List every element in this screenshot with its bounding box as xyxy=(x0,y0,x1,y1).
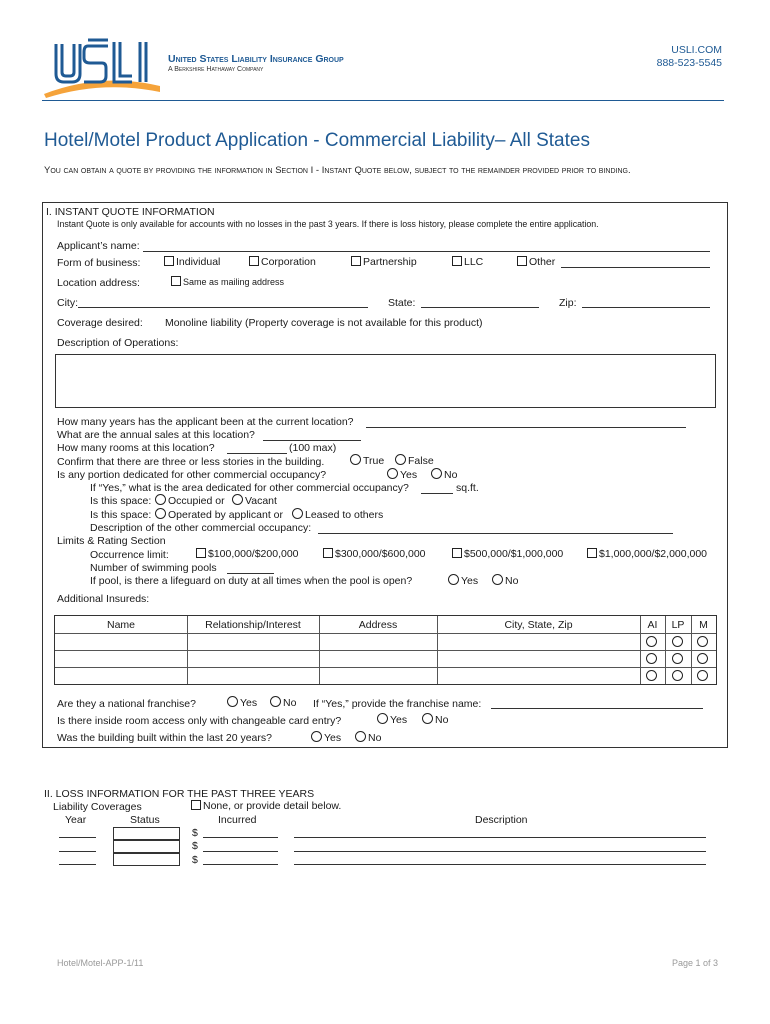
header-divider xyxy=(42,100,724,101)
description-textarea[interactable] xyxy=(55,354,716,408)
q-built: Was the building built within the last 20 years? xyxy=(57,732,272,744)
franchise-no-radio[interactable]: No xyxy=(270,696,296,709)
rooms-field[interactable] xyxy=(227,453,287,454)
col-header-name: Name xyxy=(106,619,135,631)
radio-icon xyxy=(270,696,281,707)
radio-icon xyxy=(311,731,322,742)
col-header-lp: LP xyxy=(671,619,685,631)
radio-icon xyxy=(350,454,361,465)
q-space-2: Is this space: xyxy=(90,509,152,521)
q-lifeguard: If pool, is there a lifeguard on duty at all times when the pool is open? xyxy=(90,575,413,587)
radio-icon xyxy=(422,713,433,724)
option-label: Other xyxy=(529,256,556,268)
form-id: Hotel/Motel-APP-1/11 xyxy=(57,958,144,968)
lifeguard-yes-radio[interactable]: Yes xyxy=(448,574,478,587)
description-label: Description of Operations: xyxy=(57,337,179,349)
radio-icon xyxy=(227,696,238,707)
business-llc[interactable] xyxy=(452,256,483,268)
zip-label: Zip: xyxy=(559,297,577,309)
option-label: LLC xyxy=(464,256,484,268)
section-1-heading: I. INSTANT QUOTE INFORMATION xyxy=(46,206,215,218)
operated-radio[interactable]: Operated by applicant or xyxy=(155,508,283,521)
franchise-yes-radio[interactable]: Yes xyxy=(227,696,257,709)
section-2-heading: II. LOSS INFORMATION FOR THE PAST THREE YEARS xyxy=(44,788,315,800)
liability-coverages-label: Liability Coverages xyxy=(53,801,142,813)
q-pools: Number of swimming pools xyxy=(90,562,217,574)
ai-radio-row2[interactable] xyxy=(646,653,657,664)
business-other[interactable] xyxy=(517,256,555,268)
location-label: Location address: xyxy=(57,277,140,289)
ai-radio-row1[interactable] xyxy=(646,636,657,647)
additional-insureds-table xyxy=(54,615,717,685)
applicant-name-field[interactable] xyxy=(143,251,710,252)
intro-text: You can obtain a quote by providing the information in Section I - Instant Quote below, subject to the remainder provided prior to binding. xyxy=(44,165,631,176)
q-franchise-name: If “Yes,” provide the franchise name: xyxy=(313,698,482,710)
state-label: State: xyxy=(388,297,416,309)
col-header-address: Address xyxy=(358,619,398,631)
radio-icon xyxy=(395,454,406,465)
checkbox-icon xyxy=(587,548,597,558)
loss-status-3[interactable] xyxy=(113,853,180,866)
coverage-label: Coverage desired: xyxy=(57,317,143,329)
vacant-radio[interactable]: Vacant xyxy=(232,494,277,507)
card-no-radio[interactable]: No xyxy=(422,713,448,726)
leased-radio[interactable]: Leased to others xyxy=(292,508,383,521)
built-yes-radio[interactable]: Yes xyxy=(311,731,341,744)
q-years: How many years has the applicant been at the current location? xyxy=(57,416,354,428)
dollar-sign: $ xyxy=(192,854,198,866)
instant-quote-note: Instant Quote is only available for accounts with no losses in the past 3 years. If there is loss history, please complete the entire application. xyxy=(57,219,599,229)
radio-icon xyxy=(155,508,166,519)
loss-year-1[interactable] xyxy=(59,837,96,838)
checkbox-icon xyxy=(196,548,206,558)
q-desc-other: Description of the other commercial occupancy: xyxy=(90,522,312,534)
checkbox-icon xyxy=(517,256,527,266)
card-yes-radio[interactable]: Yes xyxy=(377,713,407,726)
col-header-m: M xyxy=(699,619,708,631)
col-incurred: Incurred xyxy=(218,814,257,826)
years-field[interactable] xyxy=(366,427,686,428)
limit-500k[interactable]: $500,000/$1,000,000 xyxy=(452,548,563,560)
col-description: Description xyxy=(475,814,528,826)
checkbox-icon xyxy=(452,256,462,266)
lifeguard-no-radio[interactable]: No xyxy=(492,574,518,587)
dollar-sign: $ xyxy=(192,827,198,839)
stories-true-radio[interactable]: True xyxy=(350,454,384,467)
company-subtitle: A Berkshire Hathaway Company xyxy=(168,66,264,73)
q-rooms: How many rooms at this location? xyxy=(57,442,215,454)
radio-icon xyxy=(232,494,243,505)
portion-no-radio[interactable]: No xyxy=(431,468,457,481)
limit-1m[interactable]: $1,000,000/$2,000,000 xyxy=(587,548,707,560)
occurrence-label: Occurrence limit: xyxy=(90,549,169,561)
option-label: Corporation xyxy=(261,256,316,268)
loss-year-2[interactable] xyxy=(59,851,96,852)
same-as-mailing-label: Same as mailing address xyxy=(183,277,285,287)
limit-100k[interactable]: $100,000/$200,000 xyxy=(196,548,299,560)
radio-icon xyxy=(292,508,303,519)
option-label: Individual xyxy=(176,256,221,268)
pools-field[interactable] xyxy=(227,573,274,574)
checkbox-icon xyxy=(323,548,333,558)
loss-status-2[interactable] xyxy=(113,840,180,853)
no-losses-checkbox[interactable]: None, or provide detail below. xyxy=(191,800,341,812)
area-field[interactable] xyxy=(421,493,453,494)
q-area: If “Yes,” what is the area dedicated for other commercial occupancy? xyxy=(90,482,409,494)
option-label: Partnership xyxy=(363,256,417,268)
col-header-relationship: Relationship/Interest xyxy=(205,619,301,631)
website-link[interactable]: USLI.COM xyxy=(671,44,722,56)
q-card-entry: Is there inside room access only with changeable card entry? xyxy=(57,715,342,727)
q-space-1: Is this space: xyxy=(90,495,152,507)
built-no-radio[interactable]: No xyxy=(355,731,381,744)
radio-icon xyxy=(448,574,459,585)
additional-insureds-label: Additional Insureds: xyxy=(57,593,150,605)
loss-description-2[interactable] xyxy=(294,851,706,852)
company-name: United States Liability Insurance Group xyxy=(168,53,344,65)
applicant-label: Applicant’s name: xyxy=(57,240,140,252)
m-radio-row3[interactable] xyxy=(697,670,708,681)
occupied-radio[interactable]: Occupied or xyxy=(155,494,225,507)
business-individual[interactable] xyxy=(164,256,220,268)
loss-incurred-3[interactable] xyxy=(203,864,278,865)
loss-description-1[interactable] xyxy=(294,837,706,838)
checkbox-icon xyxy=(191,800,201,810)
stories-false-radio[interactable]: False xyxy=(395,454,434,467)
radio-icon xyxy=(377,713,388,724)
page-number: Page 1 of 3 xyxy=(671,958,718,968)
rooms-max-note: (100 max) xyxy=(289,442,337,454)
zip-field[interactable] xyxy=(582,307,710,308)
other-business-field[interactable] xyxy=(561,267,710,268)
q-sales: What are the annual sales at this location? xyxy=(57,429,255,441)
same-as-mailing-checkbox[interactable] xyxy=(171,276,284,287)
sales-field[interactable] xyxy=(263,440,361,441)
state-field[interactable] xyxy=(421,307,539,308)
q-stories: Confirm that there are three or less stories in the building. xyxy=(57,456,325,468)
loss-incurred-2[interactable] xyxy=(203,851,278,852)
q-franchise: Are they a national franchise? xyxy=(57,698,196,710)
city-label: City: xyxy=(57,297,78,309)
lp-radio-row2[interactable] xyxy=(672,653,683,664)
q-portion: Is any portion dedicated for other commercial occupancy? xyxy=(57,469,327,481)
radio-icon xyxy=(492,574,503,585)
radio-icon xyxy=(431,468,442,479)
sqft-label: sq.ft. xyxy=(456,482,479,494)
business-partnership[interactable] xyxy=(351,256,417,268)
desc-other-field[interactable] xyxy=(318,533,673,534)
checkbox-icon xyxy=(171,276,181,286)
checkbox-icon xyxy=(452,548,462,558)
lp-radio-row3[interactable] xyxy=(672,670,683,681)
limit-300k[interactable]: $300,000/$600,000 xyxy=(323,548,426,560)
ai-radio-row3[interactable] xyxy=(646,670,657,681)
col-year: Year xyxy=(65,814,87,826)
city-field[interactable] xyxy=(78,307,368,308)
usli-logo xyxy=(42,36,162,100)
lp-radio-row1[interactable] xyxy=(672,636,683,647)
radio-icon xyxy=(355,731,366,742)
limits-heading: Limits & Rating Section xyxy=(57,535,166,547)
checkbox-icon xyxy=(164,256,174,266)
page-title: Hotel/Motel Product Application - Commercial Liability– All States xyxy=(44,130,590,151)
form-of-business-label: Form of business: xyxy=(57,257,141,269)
checkbox-icon xyxy=(351,256,361,266)
radio-icon xyxy=(387,468,398,479)
m-radio-row2[interactable] xyxy=(697,653,708,664)
loss-incurred-1[interactable] xyxy=(203,837,278,838)
loss-year-3[interactable] xyxy=(59,864,96,865)
portion-yes-radio[interactable]: Yes xyxy=(387,468,417,481)
m-radio-row1[interactable] xyxy=(697,636,708,647)
loss-status-1[interactable] xyxy=(113,827,180,840)
col-status: Status xyxy=(130,814,160,826)
coverage-value: Monoline liability (Property coverage is not available for this product) xyxy=(165,317,483,329)
franchise-name-field[interactable] xyxy=(491,708,703,709)
business-corporation[interactable] xyxy=(249,256,316,268)
radio-icon xyxy=(155,494,166,505)
loss-description-3[interactable] xyxy=(294,864,706,865)
phone-number: 888-523-5545 xyxy=(656,57,722,69)
checkbox-icon xyxy=(249,256,259,266)
col-header-city-state-zip: City, State, Zip xyxy=(504,619,573,631)
dollar-sign: $ xyxy=(192,840,198,852)
col-header-ai: AI xyxy=(647,619,658,631)
